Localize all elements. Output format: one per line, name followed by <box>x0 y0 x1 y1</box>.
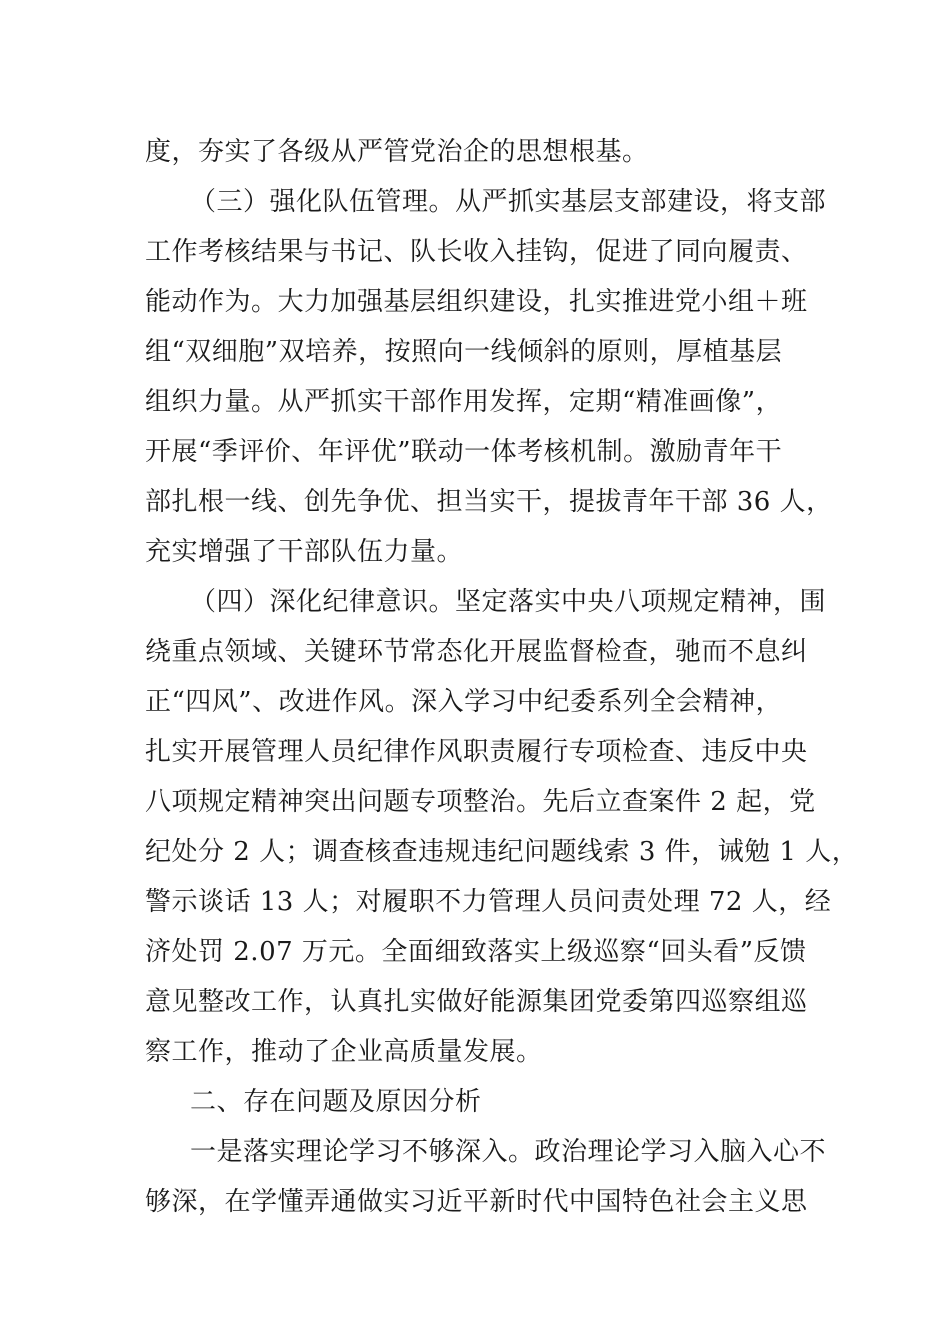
text-line: 能动作为。大力加强基层组织建设，扎实推进党小组＋班 <box>145 287 808 317</box>
text-line: 度，夯实了各级从严管党治企的思想根基。 <box>145 137 649 167</box>
section-heading: 二、存在问题及原因分析 <box>190 1087 482 1117</box>
text-line: 开展“季评价、年评优”联动一体考核机制。激励青年干 <box>145 437 783 467</box>
text-line: 绕重点领域、关键环节常态化开展监督检查，驰而不息纠 <box>145 637 808 667</box>
text-line: 意见整改工作，认真扎实做好能源集团党委第四巡察组巡 <box>145 987 808 1017</box>
text-line: 察工作，推动了企业高质量发展。 <box>145 1037 543 1067</box>
text-line: 警示谈话 13 人；对履职不力管理人员问责处理 72 人，经 <box>145 887 832 917</box>
text-line: 八项规定精神突出问题专项整治。先后立查案件 2 起，党 <box>145 787 816 817</box>
text-line: 工作考核结果与书记、队长收入挂钩，促进了同向履责、 <box>145 237 808 267</box>
text-line: 组织力量。从严抓实干部作用发挥，定期“精准画像”， <box>145 387 783 417</box>
text-line: 部扎根一线、创先争优、担当实干，提拔青年干部 36 人， <box>145 487 833 517</box>
text-line: 够深，在学懂弄通做实习近平新时代中国特色社会主义思 <box>145 1187 808 1217</box>
text-line: 充实增强了干部队伍力量。 <box>145 537 464 567</box>
text-line: 济处罚 2.07 万元。全面细致落实上级巡察“回头看”反馈 <box>145 937 807 967</box>
text-line: （三）强化队伍管理。从严抓实基层支部建设，将支部 <box>190 187 827 217</box>
text-line: 纪处分 2 人；调查核查违规违纪问题线索 3 件，诫勉 1 人， <box>145 837 859 867</box>
text-line: 正“四风”、改进作风。深入学习中纪委系列全会精神， <box>145 687 783 717</box>
text-line: 组“双细胞”双培养，按照向一线倾斜的原则，厚植基层 <box>145 337 783 367</box>
text-line: 扎实开展管理人员纪律作风职责履行专项检查、违反中央 <box>145 737 808 767</box>
text-line: （四）深化纪律意识。坚定落实中央八项规定精神，围 <box>190 587 827 617</box>
text-line: 一是落实理论学习不够深入。政治理论学习入脑入心不 <box>190 1137 827 1167</box>
